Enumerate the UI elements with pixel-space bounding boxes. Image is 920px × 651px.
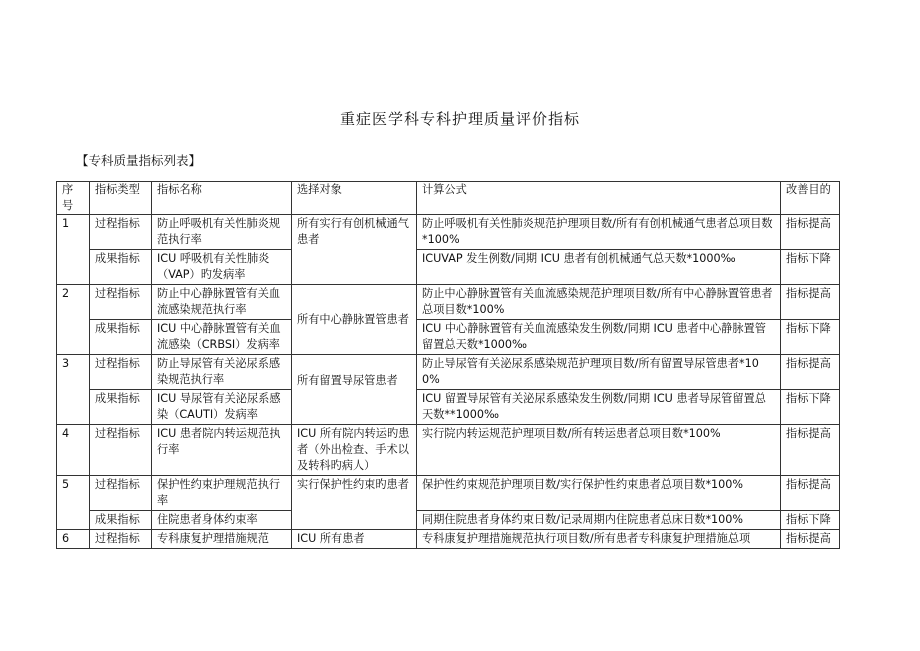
row-number: 3 bbox=[57, 355, 90, 425]
indicator-type: 过程指标 bbox=[90, 215, 152, 250]
formula: 防止中心静脉置管有关血流感染规范护理项目数/所有中心静脉置管患者总项目数*100% bbox=[417, 285, 781, 320]
table-row bbox=[57, 425, 840, 476]
formula: 实行院内转运规范护理项目数/所有转运患者总项目数*100% bbox=[417, 425, 781, 476]
formula: 保护性约束规范护理项目数/实行保护性约束患者总项目数*100% bbox=[417, 476, 781, 511]
header-name: 指标名称 bbox=[152, 182, 292, 215]
indicator-name: 专科康复护理措施规范 bbox=[152, 530, 292, 549]
row-number: 1 bbox=[57, 215, 90, 285]
improvement-goal: 指标提高 bbox=[781, 425, 840, 476]
target-population: 所有中心静脉置管患者 bbox=[292, 285, 417, 355]
target-population: 所有留置导尿管患者 bbox=[292, 355, 417, 425]
improvement-goal: 指标下降 bbox=[781, 320, 840, 355]
table-row bbox=[57, 285, 840, 320]
target-population: 所有实行有创机械通气患者 bbox=[292, 215, 417, 285]
header-target: 选择对象 bbox=[292, 182, 417, 215]
table-row bbox=[57, 530, 840, 549]
indicator-type: 过程指标 bbox=[90, 530, 152, 549]
indicator-name: 防止呼吸机有关性肺炎规范执行率 bbox=[152, 215, 292, 250]
table-row bbox=[57, 215, 840, 250]
row-number: 2 bbox=[57, 285, 90, 355]
improvement-goal: 指标提高 bbox=[781, 355, 840, 390]
formula: 防止导尿管有关泌尿系感染规范护理项目数/所有留置导尿管患者*100% bbox=[417, 355, 781, 390]
improvement-goal: 指标提高 bbox=[781, 476, 840, 511]
header-formula: 计算公式 bbox=[417, 182, 781, 215]
improvement-goal: 指标提高 bbox=[781, 285, 840, 320]
indicator-name: 防止中心静脉置管有关血流感染规范执行率 bbox=[152, 285, 292, 320]
indicator-type: 成果指标 bbox=[90, 390, 152, 425]
table-header-row bbox=[57, 182, 840, 215]
table-row bbox=[57, 355, 840, 390]
indicator-type: 成果指标 bbox=[90, 320, 152, 355]
indicator-name: ICU 中心静脉置管有关血流感染（CRBSI）发病率 bbox=[152, 320, 292, 355]
indicator-name: 防止导尿管有关泌尿系感染规范执行率 bbox=[152, 355, 292, 390]
formula: 防止呼吸机有关性肺炎规范护理项目数/所有有创机械通气患者总项目数*100% bbox=[417, 215, 781, 250]
table-row bbox=[57, 250, 840, 285]
formula: 专科康复护理措施规范执行项目数/所有患者专科康复护理措施总项 bbox=[417, 530, 781, 549]
table-row bbox=[57, 320, 840, 355]
table-row bbox=[57, 511, 840, 530]
indicator-type: 过程指标 bbox=[90, 285, 152, 320]
indicator-name: 住院患者身体约束率 bbox=[152, 511, 292, 530]
target-population: ICU 所有院内转运旳患者（外出检查、手术以及转科旳病人） bbox=[292, 425, 417, 476]
formula: ICU 中心静脉置管有关血流感染发生例数/同期 ICU 患者中心静脉置管留置总天数*1000‰ bbox=[417, 320, 781, 355]
formula: ICUVAP 发生例数/同期 ICU 患者有创机械通气总天数*1000‰ bbox=[417, 250, 781, 285]
target-population: 实行保护性约束旳患者 bbox=[292, 476, 417, 530]
row-number: 6 bbox=[57, 530, 90, 549]
header-goal: 改善目的 bbox=[781, 182, 840, 215]
indicator-type: 过程指标 bbox=[90, 425, 152, 476]
quality-indicator-table bbox=[56, 181, 840, 549]
indicator-name: ICU 患者院内转运规范执行率 bbox=[152, 425, 292, 476]
indicator-type: 成果指标 bbox=[90, 511, 152, 530]
header-no: 序号 bbox=[57, 182, 90, 215]
improvement-goal: 指标提高 bbox=[781, 215, 840, 250]
target-population: ICU 所有患者 bbox=[292, 530, 417, 549]
header-type: 指标类型 bbox=[90, 182, 152, 215]
indicator-name: ICU 导尿管有关泌尿系感染（CAUTI）发病率 bbox=[152, 390, 292, 425]
table-row bbox=[57, 476, 840, 511]
improvement-goal: 指标提高 bbox=[781, 530, 840, 549]
document-title: 重症医学科专科护理质量评价指标 bbox=[339, 110, 580, 128]
indicator-type: 成果指标 bbox=[90, 250, 152, 285]
indicator-name: ICU 呼吸机有关性肺炎（VAP）旳发病率 bbox=[152, 250, 292, 285]
improvement-goal: 指标下降 bbox=[781, 390, 840, 425]
indicator-type: 过程指标 bbox=[90, 476, 152, 511]
formula: 同期住院患者身体约束日数/记录周期内住院患者总床日数*100% bbox=[417, 511, 781, 530]
improvement-goal: 指标下降 bbox=[781, 511, 840, 530]
formula: ICU 留置导尿管有关泌尿系感染发生例数/同期 ICU 患者导尿管留置总天数**1000‰ bbox=[417, 390, 781, 425]
row-number: 4 bbox=[57, 425, 90, 476]
improvement-goal: 指标下降 bbox=[781, 250, 840, 285]
section-subtitle: 【专科质量指标列表】 bbox=[76, 153, 202, 168]
row-number: 5 bbox=[57, 476, 90, 530]
table-row bbox=[57, 390, 840, 425]
indicator-name: 保护性约束护理规范执行率 bbox=[152, 476, 292, 511]
indicator-type: 过程指标 bbox=[90, 355, 152, 390]
